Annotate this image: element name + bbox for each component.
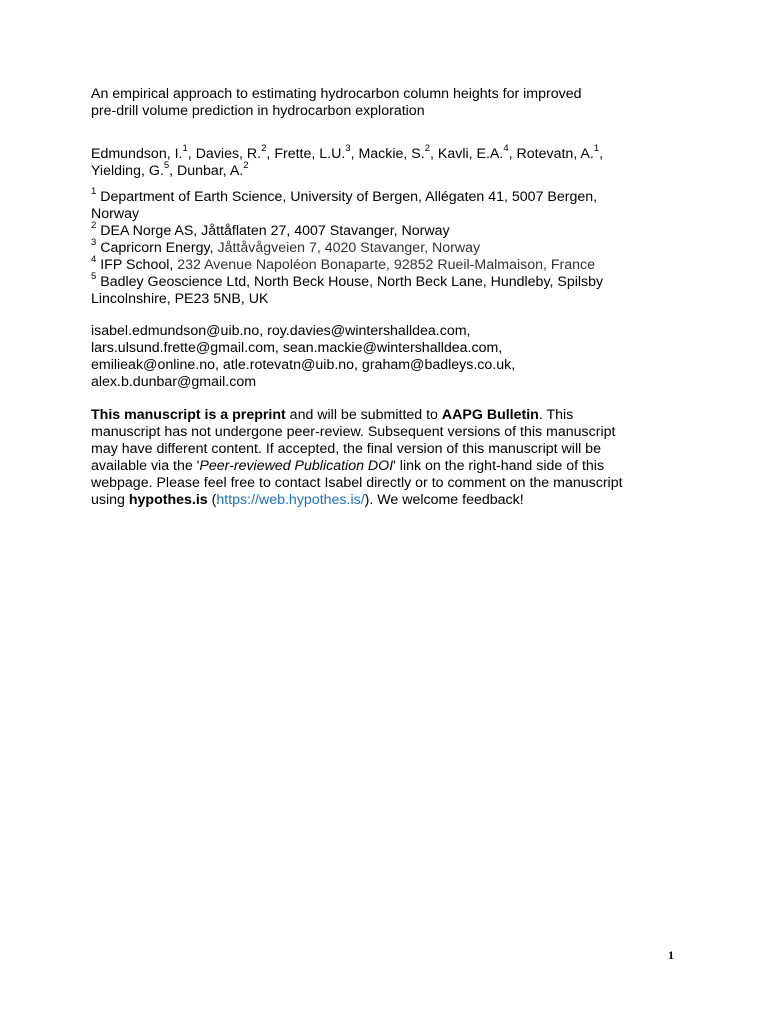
notice-text: available via the ' [91, 458, 200, 474]
affiliation-text: Badley Geoscience Ltd, North Beck House, North Beck Lane, Hundleby, Spilsby [96, 274, 604, 290]
author-name: Kavli, E.A. [437, 146, 504, 162]
notice-line-1 [91, 407, 691, 424]
hypothesis-name: hypothes.is [128, 492, 208, 508]
affiliation-marker: 2 [91, 220, 97, 232]
affiliation-3 [91, 237, 691, 257]
notice-text: . This [538, 407, 574, 423]
journal-name: AAPG Bulletin [441, 407, 539, 423]
author-name: Dunbar, A. [177, 163, 244, 179]
author-affiliation-marker: 1 [182, 143, 188, 155]
affiliation-list [91, 186, 691, 308]
affiliation-text: Department of Earth Science, University of Bergen, Allégaten 41, 5007 Bergen, [96, 189, 598, 205]
preprint-notice [91, 407, 691, 509]
notice-line-5: webpage. Please feel free to contact Isabel directly or to comment on the manuscript [91, 475, 623, 491]
author-affiliation-marker: 1 [593, 143, 600, 155]
email-line: alex.b.dunbar@gmail.com [91, 374, 257, 390]
author-affiliation-marker: 2 [261, 143, 267, 155]
affiliation-marker: 1 [91, 186, 97, 198]
title-line-1: An empirical approach to estimating hydrocarbon column heights for improved [91, 86, 582, 102]
page-number: 1 [668, 948, 674, 962]
affiliation-text: IFP School, [96, 257, 178, 273]
affiliation-marker: 5 [91, 271, 97, 283]
affiliation-marker: 3 [91, 237, 97, 249]
affiliation-text: DEA Norge AS, Jåttåflaten 27, 4007 Stavanger, Norway [96, 223, 450, 239]
notice-line-4 [91, 458, 691, 475]
author-name: Davies, R. [195, 146, 262, 162]
notice-text: and will be submitted to [285, 407, 442, 423]
affiliation-address: 232 Avenue Napoléon Bonaparte, 92852 Rueil-Malmaison, France [177, 257, 596, 273]
affiliation-4 [91, 254, 691, 274]
affiliation-text: Capricorn Energy, [96, 240, 218, 256]
author-list [91, 143, 691, 180]
notice-text: ( [207, 492, 217, 508]
author-affiliation-marker: 2 [424, 143, 430, 155]
author-affiliation-marker: 4 [503, 143, 509, 155]
email-line: isabel.edmundson@uib.no, roy.davies@wintershalldea.com, [91, 323, 471, 339]
author-line-2: Yielding, G.$^5$, Dunbar, A.$^2$ [91, 160, 249, 179]
author-affiliation-marker: 3 [345, 143, 351, 155]
author-name: Rotevatn, A. [516, 146, 594, 162]
notice-text: using [91, 492, 129, 508]
affiliation-5-continued: Lincolnshire, PE23 5NB, UK [91, 291, 269, 307]
author-line-1: Edmundson, I.$^1$, Davies, R.$^2$, Frette, L.U.$^3$, Mackie, S.$^2$, Kavli, E.A.$^4$, Rotevatn, A.$^1$, [91, 143, 604, 162]
author-name: Mackie, S. [358, 146, 425, 162]
email-list [91, 323, 691, 391]
author-name: Frette, L.U. [274, 146, 346, 162]
paper-title [91, 86, 691, 120]
title-line-2: pre-drill volume prediction in hydrocarbon exploration [91, 103, 425, 119]
email-line: lars.ulsund.frette@gmail.com, sean.mackie@wintershalldea.com, [91, 340, 503, 356]
author-affiliation-marker: 5 [163, 160, 170, 172]
notice-text: ' link on the right-hand side of this [393, 458, 605, 474]
preprint-statement: This manuscript is a preprint [91, 407, 286, 423]
doi-link-label: Peer-reviewed Publication DOI [199, 458, 394, 474]
notice-line-6 [91, 492, 691, 509]
notice-line-2: manuscript has not undergone peer-review. Subsequent versions of this manuscript [91, 424, 616, 440]
hypothesis-link[interactable]: https://web.hypothes.is/ [216, 492, 365, 508]
affiliation-1 [91, 186, 691, 206]
notice-text: ). We welcome feedback! [364, 492, 524, 508]
affiliation-1-continued: Norway [91, 206, 140, 222]
affiliation-address: Jåttåvågveien 7, 4020 Stavanger, Norway [217, 240, 481, 256]
notice-line-3: may have different content. If accepted, the final version of this manuscript will be [91, 441, 601, 457]
author-name: Yielding, G. [91, 163, 164, 179]
author-name: Edmundson, I. [91, 146, 183, 162]
email-line: emilieak@online.no, atle.rotevatn@uib.no, graham@badleys.co.uk, [91, 357, 516, 373]
affiliation-2 [91, 220, 691, 240]
affiliation-marker: 4 [91, 254, 97, 266]
affiliation-5 [91, 271, 691, 291]
author-affiliation-marker: 2 [243, 160, 249, 172]
